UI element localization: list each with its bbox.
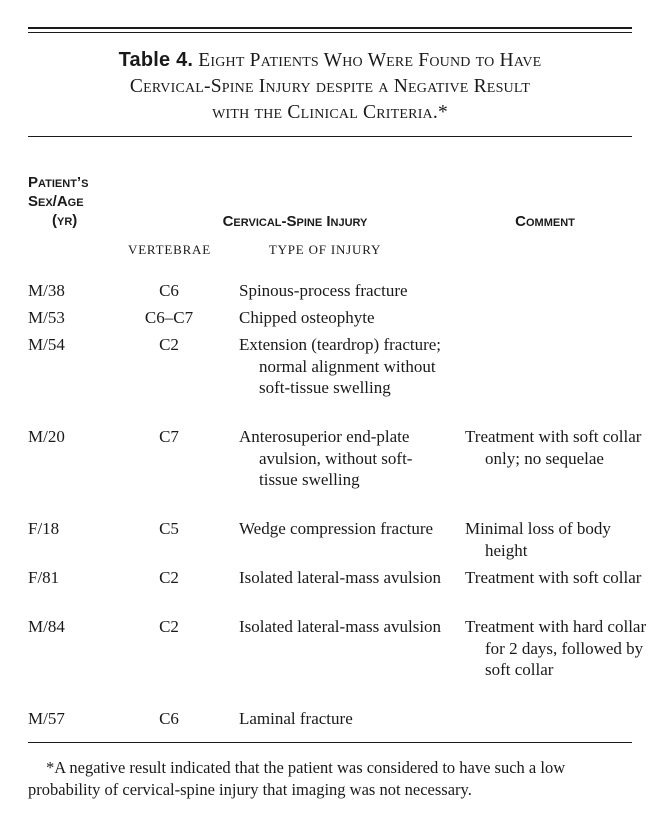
patient-cell: M/38 (28, 281, 65, 300)
bottom-rule (28, 742, 632, 743)
patient-cell: M/20 (28, 427, 65, 446)
title-line-2: Cervical-Spine Injury despite a Negative Result (129, 76, 531, 97)
vertebrae-cell: C2 (159, 335, 179, 354)
vertebrae-subheader: VERTEBRAE (128, 242, 211, 257)
table-row (28, 708, 632, 735)
patient-cell: M/54 (28, 335, 65, 354)
patient-header: Patient’s Sex/Age (yr) (28, 174, 89, 229)
patient-cell: F/18 (28, 519, 60, 538)
title-rule (28, 136, 632, 137)
injury-type-cell: Laminal fracture (239, 709, 353, 728)
injury-type-cell: Isolated lateral-mass avulsion (239, 617, 442, 636)
table-row (28, 518, 632, 567)
table-row (28, 334, 632, 426)
patient-cell: M/84 (28, 617, 65, 636)
vertebrae-cell: C2 (159, 568, 179, 587)
title-line-1: Table 4. Eight Patients Who Were Found to Have (118, 49, 542, 71)
patient-cell: M/53 (28, 308, 65, 327)
vertebrae-cell: C7 (159, 427, 179, 446)
comment-cell: Treatment with soft collar (465, 568, 642, 587)
vertebrae-cell: C6 (159, 281, 179, 300)
top-rule-thick (28, 27, 632, 29)
title-line-3: with the Clinical Criteria.* (212, 102, 448, 123)
footnote: *A negative result indicated that the patient was considered to have such a low probability of cervical-spine injury that imaging was not necessary. (28, 758, 566, 799)
vertebrae-cell: C2 (159, 617, 179, 636)
vertebrae-cell: C5 (159, 519, 179, 538)
table-row (28, 426, 642, 518)
injury-type-cell: Spinous-process fracture (239, 281, 408, 300)
table-row (28, 616, 647, 708)
injury-type-cell: Extension (teardrop) fracture; normal alignment without soft-tissue swelling (239, 335, 442, 397)
comment-cell: Treatment with soft collar only; no sequelae (465, 427, 642, 468)
top-rule-thin (28, 32, 632, 33)
patient-cell: M/57 (28, 709, 65, 728)
injury-type-cell: Isolated lateral-mass avulsion (239, 568, 442, 587)
table-row (28, 567, 642, 616)
injury-header: Cervical-Spine Injury (222, 213, 368, 230)
comment-header: Comment (515, 213, 575, 230)
table-row (28, 280, 632, 307)
injury-type-cell: Wedge compression fracture (239, 519, 434, 538)
injury-type-subheader: TYPE OF INJURY (268, 242, 382, 257)
table-row (28, 307, 632, 334)
injury-type-cell: Chipped osteophyte (239, 308, 375, 327)
table-label: Table 4. (118, 49, 194, 71)
injury-type-cell: Anterosuperior end-plate avulsion, without soft-tissue swelling (239, 427, 413, 489)
comment-cell: Treatment with hard collar for 2 days, followed by soft collar (465, 617, 647, 679)
table-body (28, 280, 647, 735)
vertebrae-cell: C6 (159, 709, 179, 728)
table-title (28, 47, 632, 126)
vertebrae-cell: C6–C7 (144, 308, 194, 327)
comment-cell: Minimal loss of body height (465, 519, 611, 560)
patient-cell: F/81 (28, 568, 60, 587)
